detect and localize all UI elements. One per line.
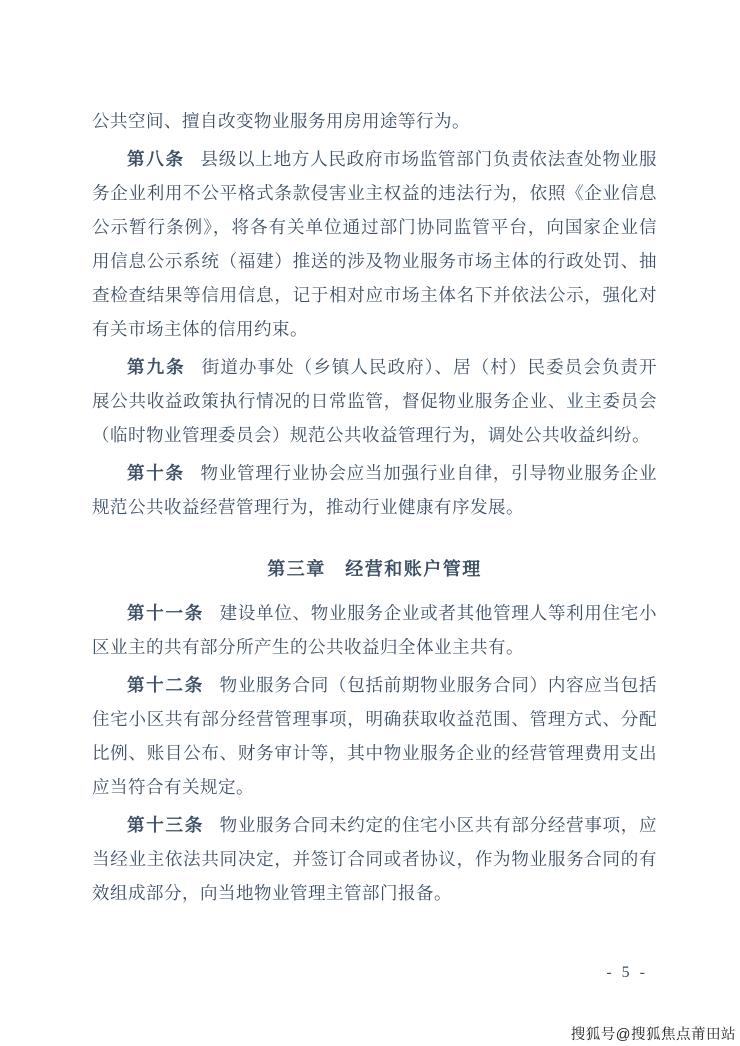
article-11-paragraph <box>92 596 657 664</box>
document-content <box>92 104 657 914</box>
article-12-number: 第十二条 <box>127 675 204 695</box>
page-number: - 5 - <box>606 964 648 981</box>
article-11-number: 第十一条 <box>127 603 204 623</box>
article-12-paragraph <box>92 668 657 804</box>
paragraph-continuation <box>92 104 657 138</box>
article-8-text: 县级以上地方人民政府市场监管部门负责依法查处物业服务企业利用不公平格式条款侵害业主权益的违法行为，依照《企业信息公示暂行条例》，将各有关单位通过部门协同监管平台，向国家企业信用信息公示系统（福建）推送的涉及物业服务市场主体的行政处罚、抽查检查结果等信用信息，记于相对应市场主体名下并依法公示，强化对有关市场主体的信用约束。 <box>92 149 658 339</box>
watermark-text: 搜狐号@搜狐焦点莆田站 <box>570 1027 736 1043</box>
article-13-number: 第十三条 <box>127 815 204 835</box>
chapter-heading: 第三章 经营和账户管理 <box>267 559 482 579</box>
article-10-text: 物业管理行业协会应当加强行业自律，引导物业服务企业规范公共收益经营管理行为，推动行业健康有序发展。 <box>92 463 658 517</box>
article-9-paragraph <box>92 350 657 452</box>
article-8-number: 第八条 <box>127 149 185 169</box>
article-10-number: 第十条 <box>127 463 185 483</box>
paragraph-text: 公共空间、擅自改变物业服务用房用途等行为。 <box>92 111 470 131</box>
article-13-paragraph <box>92 808 657 910</box>
article-9-text: 街道办事处（乡镇人民政府）、居（村）民委员会负责开展公共收益政策执行情况的日常监管，督促物业服务企业、业主委员会（临时物业管理委员会）规范公共收益管理行为，调处公共收益纠纷。 <box>92 357 658 445</box>
article-10-paragraph <box>92 456 657 524</box>
article-12-text: 物业服务合同（包括前期物业服务合同）内容应当包括住宅小区共有部分经营管理事项，明确获取收益范围、管理方式、分配比例、账目公布、财务审计等，其中物业服务企业的经营管理费用支出应当符合有关规定。 <box>92 675 658 797</box>
article-11-text: 建设单位、物业服务企业或者其他管理人等利用住宅小区业主的共有部分所产生的公共收益归全体业主共有。 <box>92 603 658 657</box>
article-8-paragraph <box>92 142 657 346</box>
article-13-text: 物业服务合同未约定的住宅小区共有部分经营事项，应当经业主依法共同决定，并签订合同或者协议，作为物业服务合同的有效组成部分，向当地物业管理主管部门报备。 <box>92 815 658 903</box>
article-9-number: 第九条 <box>127 357 186 377</box>
